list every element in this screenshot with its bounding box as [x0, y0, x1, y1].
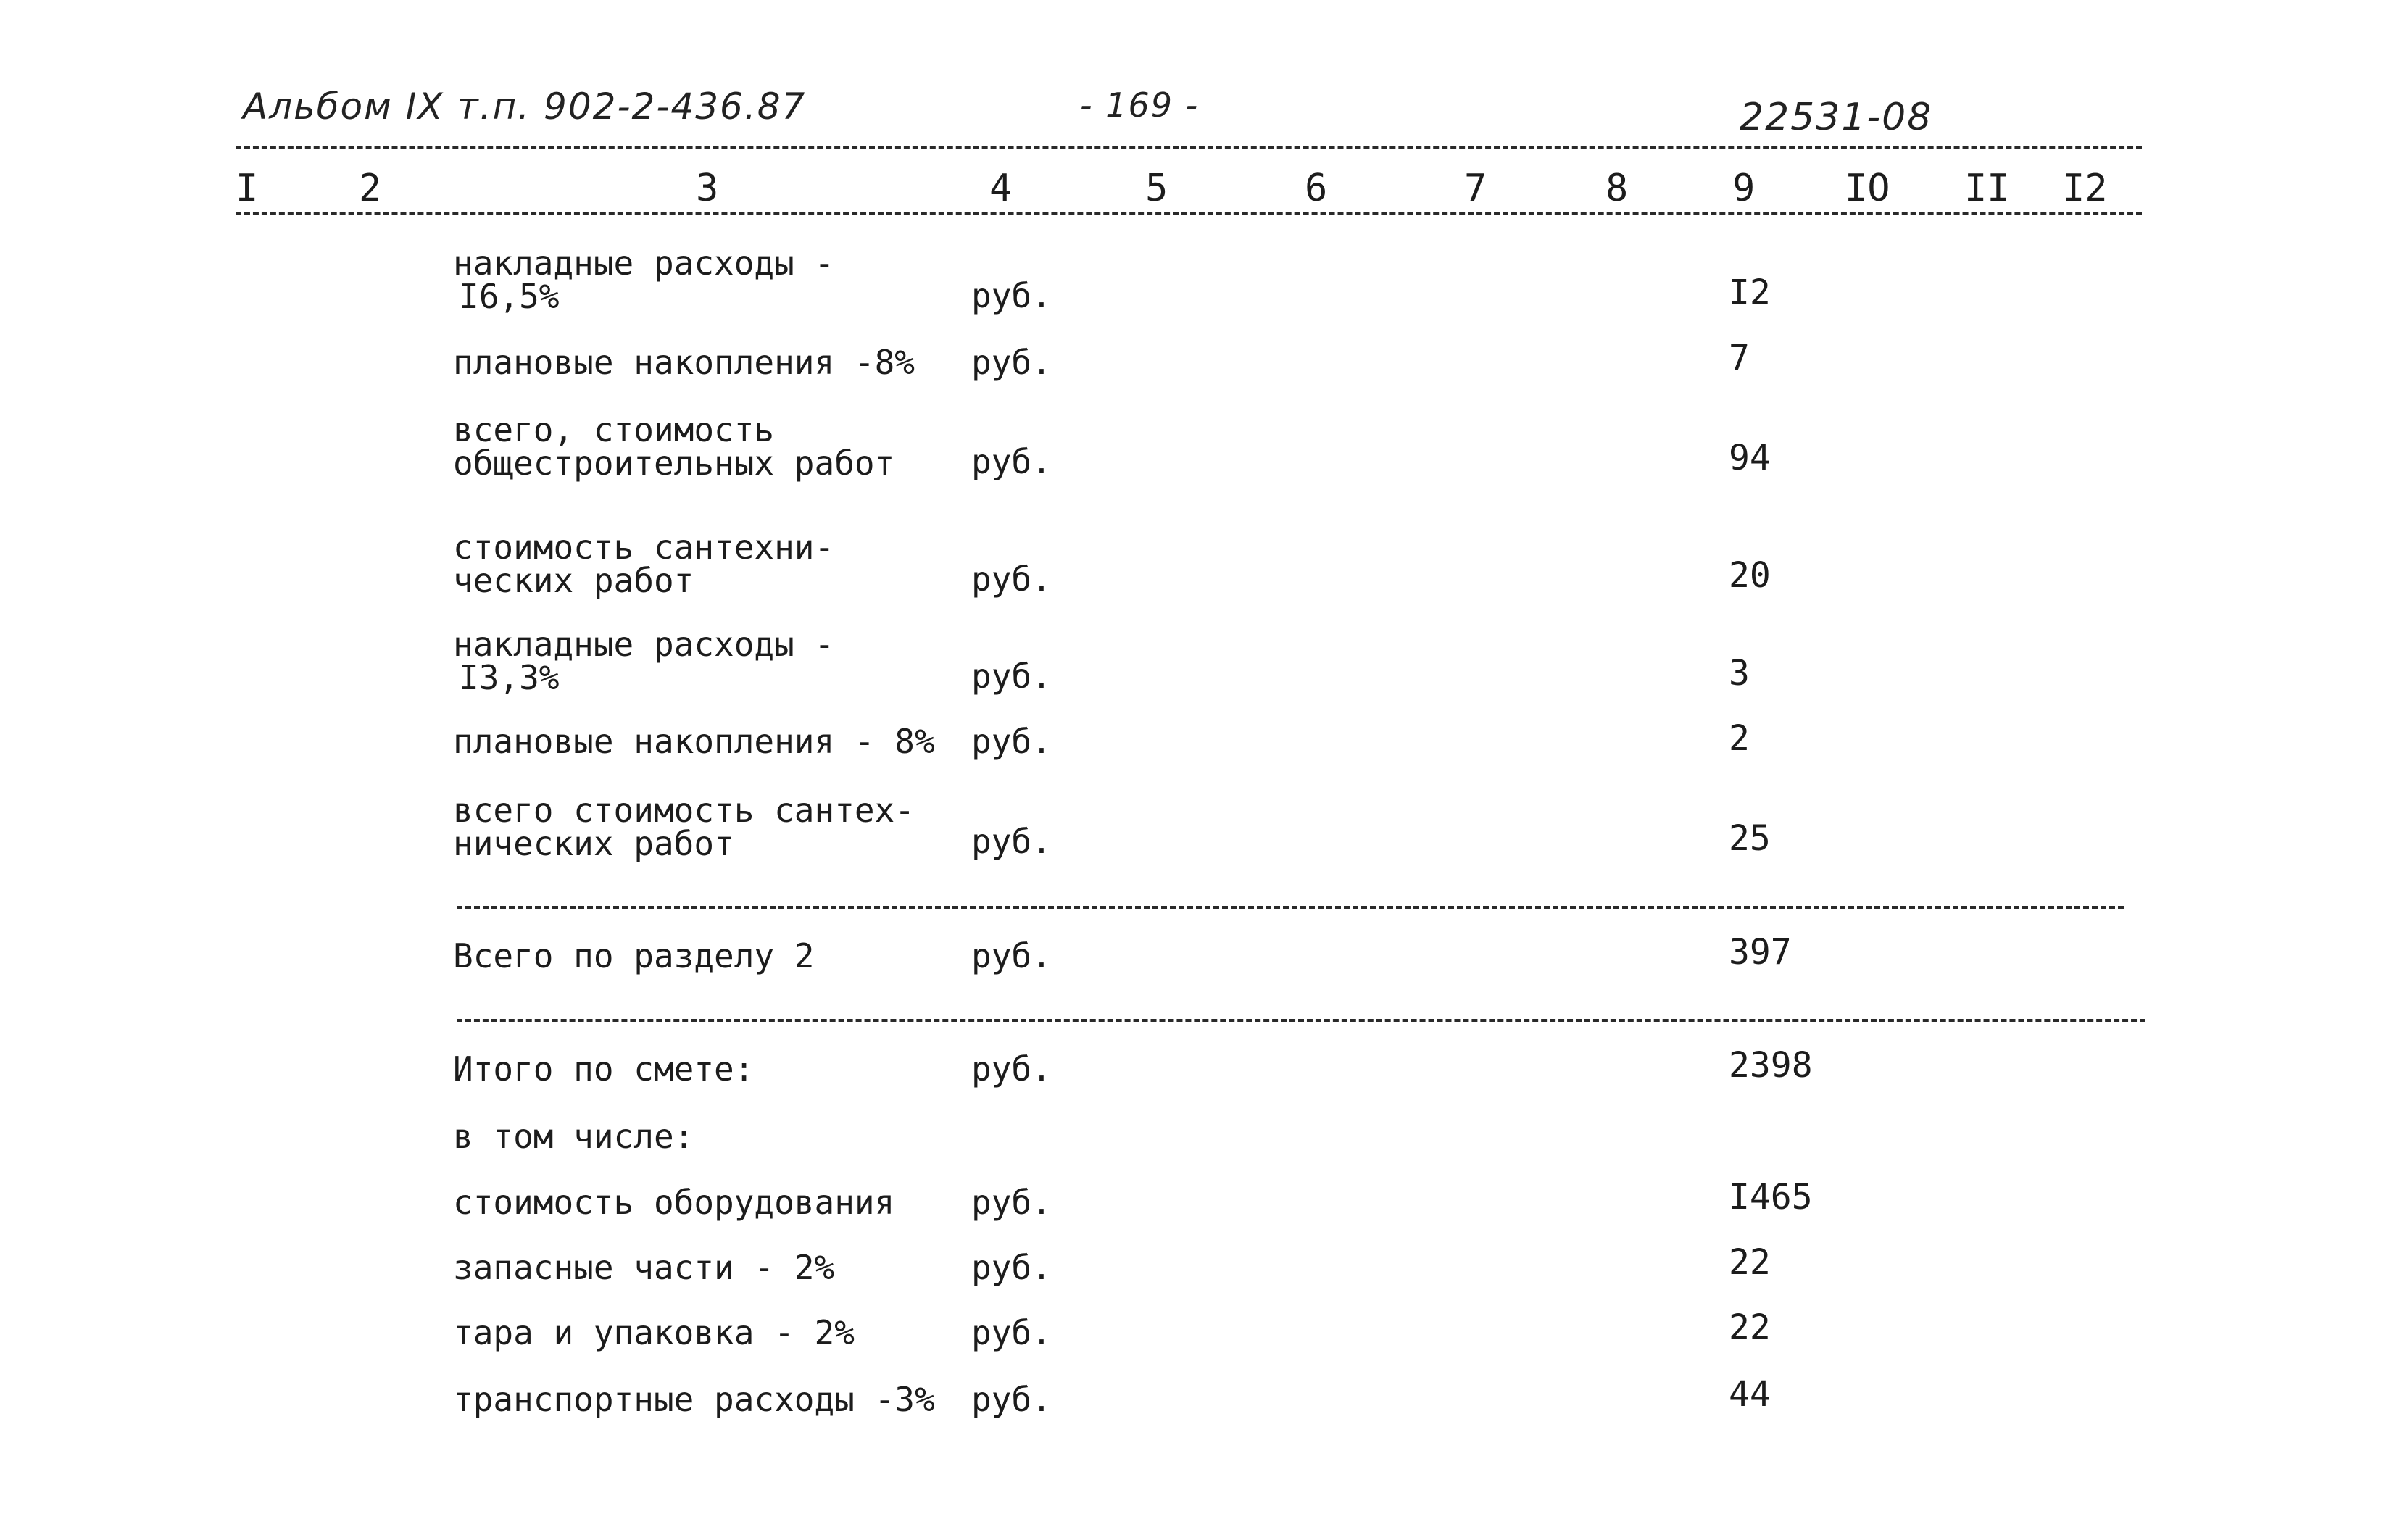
row-description: накладные расходы - I6,5%: [453, 244, 835, 316]
row-description: запасные части - 2%: [453, 1248, 835, 1287]
row-description: транспортные расходы -3%: [453, 1380, 935, 1419]
row-unit: руб.: [971, 1049, 1052, 1089]
row-value: I2: [1729, 272, 1771, 313]
row-description: плановые накопления -8%: [453, 343, 915, 382]
col-number-10: IO: [1845, 167, 1890, 210]
row-description: накладные расходы - I3,3%: [453, 625, 835, 697]
row-unit: руб.: [971, 1183, 1052, 1222]
col-number-4: 4: [989, 167, 1013, 210]
row-unit: руб.: [971, 442, 1052, 481]
row-value: 2398: [1729, 1045, 1813, 1086]
row-value: 22: [1729, 1242, 1771, 1283]
row-value: 20: [1729, 555, 1771, 596]
col-number-9: 9: [1732, 167, 1756, 210]
row-unit: руб.: [971, 1380, 1052, 1419]
col-number-2: 2: [359, 167, 382, 210]
col-number-12: I2: [2062, 167, 2108, 210]
col-number-5: 5: [1145, 167, 1168, 210]
row-unit: руб.: [971, 657, 1052, 696]
section-rule: [457, 906, 2124, 909]
row-value: 7: [1729, 338, 1750, 378]
col-number-8: 8: [1605, 167, 1629, 210]
row-value: 94: [1729, 438, 1771, 478]
row-description: Всего по разделу 2: [453, 936, 815, 975]
row-unit: руб.: [971, 936, 1052, 975]
row-value: 22: [1729, 1307, 1771, 1348]
row-value: 3: [1729, 653, 1750, 694]
row-unit: руб.: [971, 276, 1052, 315]
row-description: Итого по смете:: [453, 1049, 755, 1089]
col-number-6: 6: [1305, 167, 1328, 210]
row-description: плановые накопления - 8%: [453, 722, 935, 761]
section-rule: [457, 1019, 2145, 1022]
row-description: всего, стоимость общестроительных работ: [453, 410, 895, 483]
col-number-11: II: [1964, 167, 2010, 210]
row-unit: руб.: [971, 1313, 1052, 1352]
row-description: тара и упаковка - 2%: [453, 1313, 855, 1352]
row-unit: руб.: [971, 1248, 1052, 1287]
col-number-3: 3: [696, 167, 719, 210]
album-reference: Альбом IX т.п. 902-2-436.87: [243, 86, 807, 128]
row-unit: руб.: [971, 343, 1052, 382]
row-unit: руб.: [971, 722, 1052, 761]
page-number: - 169 -: [1080, 86, 1200, 125]
row-value: 44: [1729, 1374, 1771, 1415]
row-value: 25: [1729, 818, 1771, 859]
row-description: в том числе:: [453, 1117, 694, 1156]
row-value: 2: [1729, 718, 1750, 759]
row-description: стоимость сантехни- ческих работ: [453, 528, 835, 600]
row-value: I465: [1729, 1177, 1813, 1218]
row-description: всего стоимость сантех- нических работ: [453, 791, 915, 863]
col-number-7: 7: [1464, 167, 1487, 210]
row-value: 397: [1729, 932, 1792, 973]
col-number-1: I: [236, 167, 259, 210]
document-code: 22531-08: [1740, 96, 1933, 139]
row-description: стоимость оборудования: [453, 1183, 895, 1222]
row-unit: руб.: [971, 822, 1052, 861]
row-unit: руб.: [971, 559, 1052, 599]
